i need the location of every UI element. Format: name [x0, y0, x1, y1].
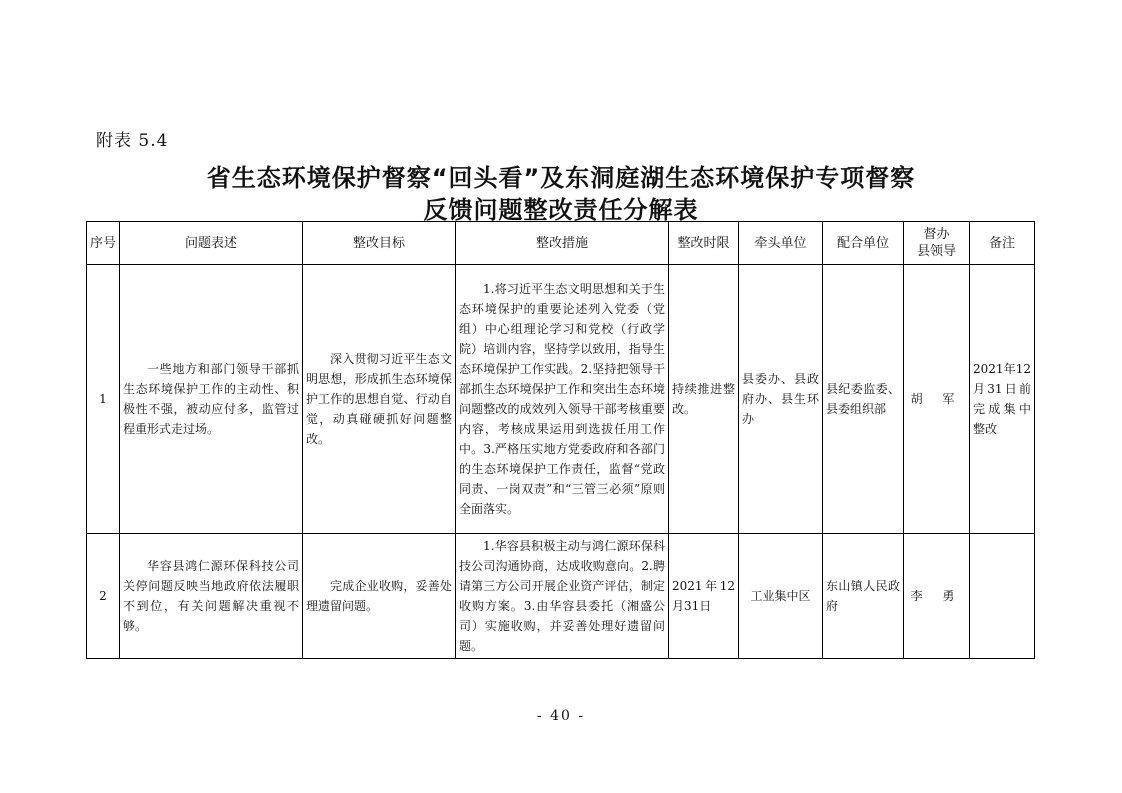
header-seq: 序号	[87, 222, 120, 265]
header-leader-line2: 县领导	[916, 244, 956, 259]
cell-deadline: 2021年12月31日	[669, 534, 739, 659]
cell-lead: 县委办、县政府办、县生环办	[739, 265, 823, 534]
responsibility-table	[86, 221, 1035, 659]
cell-leader: 李 勇	[904, 534, 970, 659]
header-measures: 整改措施	[456, 222, 669, 265]
cell-leader: 胡 军	[904, 265, 970, 534]
cell-target: 深入贯彻习近平生态文明思想，形成抓生态环境保护工作的思想自觉、行动自觉，动真碰硬抓好问题整改。	[303, 265, 456, 534]
table-row	[87, 265, 1035, 534]
table-header-row	[87, 222, 1035, 265]
header-target: 整改目标	[303, 222, 456, 265]
cell-measures: 1.华容县积极主动与鸿仁源环保科技公司沟通协商，达成收购意向。2.聘请第三方公司开展企业资产评估，制定收购方案。3.由华容县委托（湘盛公司）实施收购，并妥善处理好遗留问题。	[456, 534, 669, 659]
cell-note	[970, 534, 1035, 659]
document-title-line1: 省生态环境保护督察“回头看”及东洞庭湖生态环境保护专项督察	[206, 164, 916, 192]
header-deadline: 整改时限	[669, 222, 739, 265]
cell-seq: 2	[87, 534, 120, 659]
cell-target: 完成企业收购，妥善处理遗留问题。	[303, 534, 456, 659]
cell-note: 2021年12月31日前完成集中整改	[970, 265, 1035, 534]
cell-seq: 1	[87, 265, 120, 534]
appendix-label: 附表 5.4	[96, 131, 169, 151]
header-leader-line1: 督办	[923, 227, 950, 242]
header-leader	[904, 222, 970, 265]
cell-measures: 1.将习近平生态文明思想和关于生态环境保护的重要论述列入党委（党组）中心组理论学习和党校（行政学院）培训内容，坚持学以致用，指导生态环境保护工作实践。2.坚持把领导干部抓生态环境保护工作和突出生态环境问题整改的成效列入领导干部考核重要内容，考核成果运用到选拔任用工作中。3.严格压实地方党委政府和各部门的生态环境保护工作责任，监督“党政同责、一岗双责”和“三管三必须”原则全面落实。	[456, 265, 669, 534]
cell-coop: 县纪委监委、县委组织部	[823, 265, 904, 534]
table-row	[87, 534, 1035, 659]
cell-coop: 东山镇人民政府	[823, 534, 904, 659]
cell-problem: 一些地方和部门领导干部抓生态环境保护工作的主动性、积极性不强，被动应付多，监管过程重形式走过场。	[120, 265, 303, 534]
cell-problem: 华容县鸿仁源环保科技公司关停问题反映当地政府依法履职不到位，有关问题解决重视不够。	[120, 534, 303, 659]
cell-deadline: 持续推进整改。	[669, 265, 739, 534]
header-note: 备注	[970, 222, 1035, 265]
header-coop: 配合单位	[823, 222, 904, 265]
page-number: - 40 -	[536, 708, 586, 724]
header-lead: 牵头单位	[739, 222, 823, 265]
header-problem: 问题表述	[120, 222, 303, 265]
cell-lead: 工业集中区	[739, 534, 823, 659]
document-title-line2: 反馈问题整改责任分解表	[423, 196, 699, 224]
